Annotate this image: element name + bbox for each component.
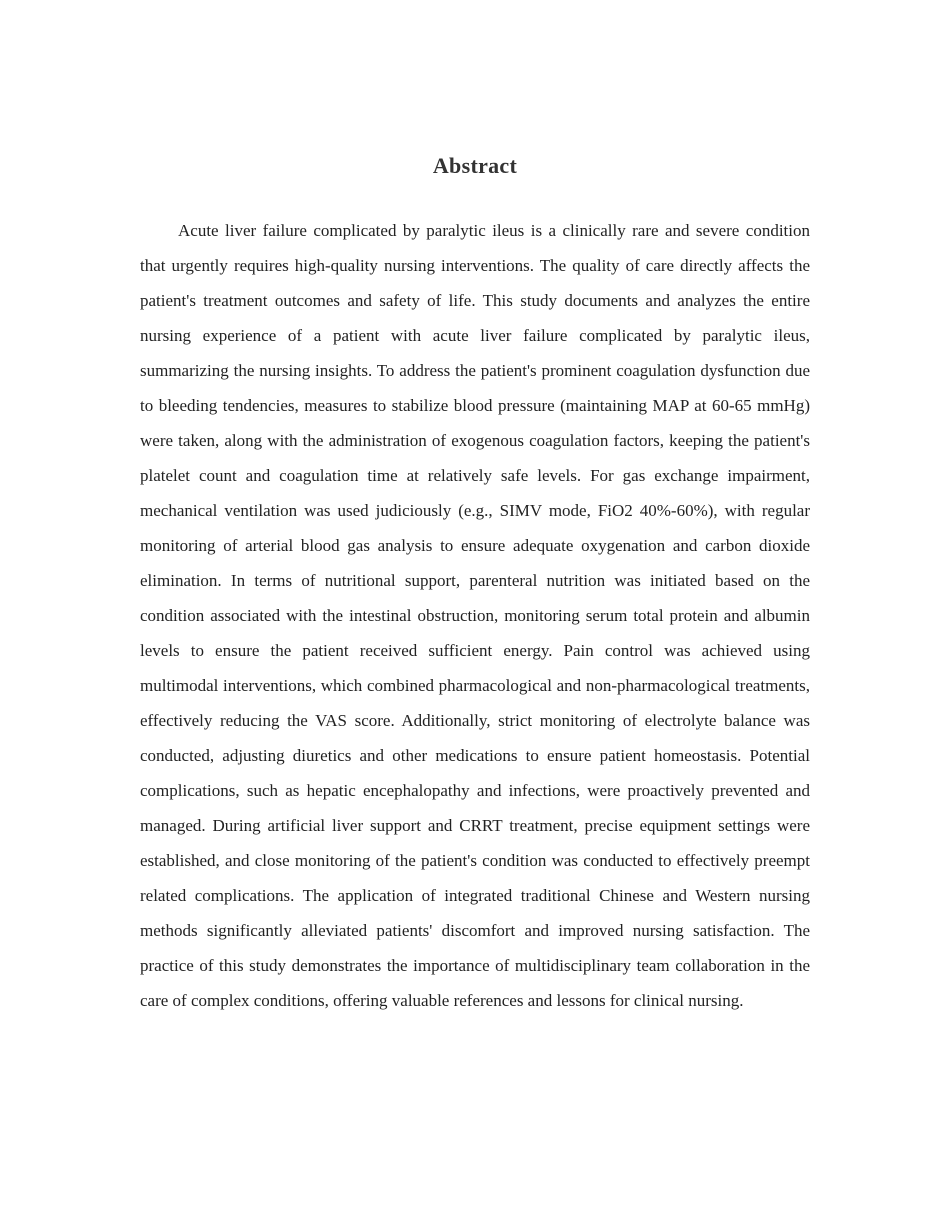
abstract-paragraph: Acute liver failure complicated by paralytic ileus is a clinically rare and severe condition that urgently requires high-quality nursing interventions. The quality of care directly affects the patient's treatment outcomes and safety of life. This study documents and analyzes the entire nursing experience of a patient with acute liver failure complicated by paralytic ileus, summarizing the nursing insights. To address the patient's prominent coagulation dysfunction due to bleeding tendencies, measures to stabilize blood pressure (maintaining MAP at 60-65 mmHg) were taken, along with the administration of exogenous coagulation factors, keeping the patient's platelet count and coagulation time at relatively safe levels. For gas exchange impairment, mechanical ventilation was used judiciously (e.g., SIMV mode, FiO2 40%-60%), with regular monitoring of arterial blood gas analysis to ensure adequate oxygenation and carbon dioxide elimination. In terms of nutritional support, parenteral nutrition was initiated based on the condition associated with the intestinal obstruction, monitoring serum total protein and albumin levels to ensure the patient received sufficient energy. Pain control was achieved using multimodal interventions, which combined pharmacological and non-pharmacological treatments, effectively reducing the VAS score. Additionally, strict monitoring of electrolyte balance was conducted, adjusting diuretics and other medications to ensure patient homeostasis. Potential complications, such as hepatic encephalopathy and infections, were proactively prevented and managed. During artificial liver support and CRRT treatment, precise equipment settings were established, and close monitoring of the patient's condition was conducted to effectively preempt related complications. The application of integrated traditional Chinese and Western nursing methods significantly alleviated patients' discomfort and improved nursing satisfaction. The practice of this study demonstrates the importance of multidisciplinary team collaboration in the care of complex conditions, offering valuable references and lessons for clinical nursing. bbox=[140, 221, 810, 1010]
page-title: Abstract bbox=[432, 153, 518, 178]
